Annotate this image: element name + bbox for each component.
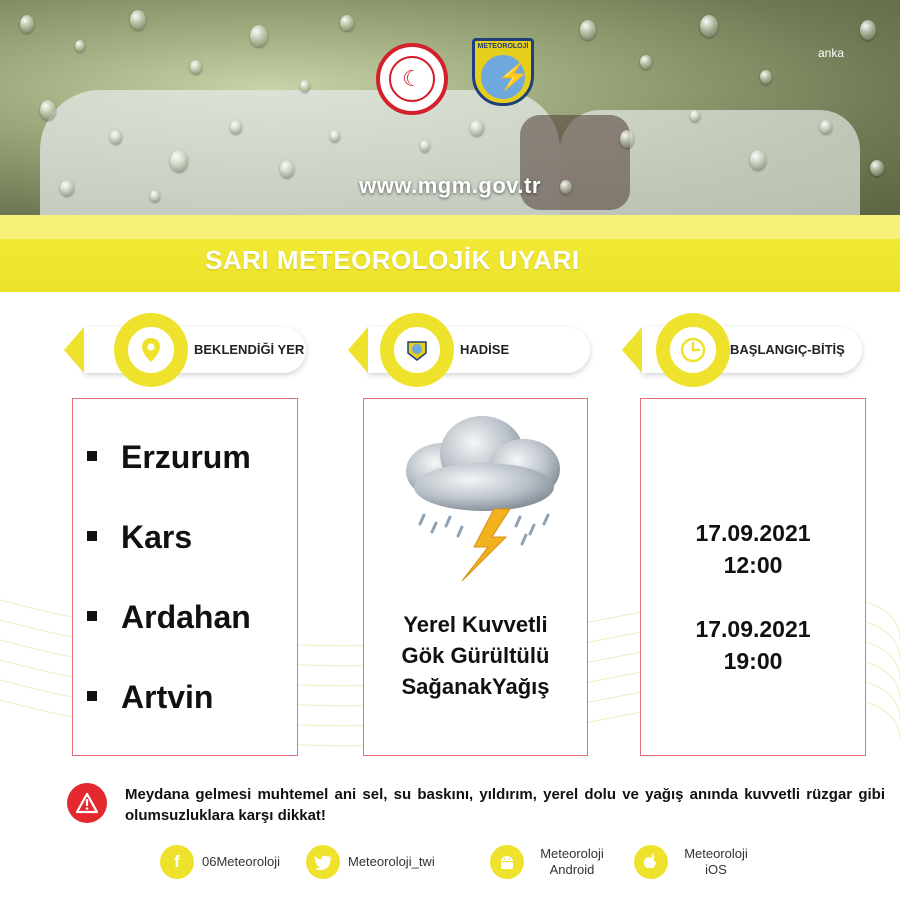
location-pin-icon [125,324,177,376]
twitter-icon [306,845,340,879]
event-box [363,398,588,756]
logo-text: METEOROLOJİ [477,43,529,50]
social-label: Meteoroloji iOS [684,846,748,877]
list-item: Erzurum [87,439,251,476]
event-header-label: HADİSE [460,342,510,357]
time-header [642,327,862,373]
clock-icon [667,324,719,376]
social-label: 06Meteoroloji [202,854,281,869]
meteoroloji-logo [472,38,534,106]
social-label: Meteoroloji_twi [348,854,435,869]
page-title: SARI METEOROLOJİK UYARI [205,245,580,275]
period-box [640,398,866,756]
social-android[interactable] [490,845,612,879]
time-header-label: BAŞLANGIÇ-BİTİŞ [730,342,845,357]
end-datetime: 17.09.2021 19:00 [695,616,811,674]
event-header [368,327,590,373]
social-twitter[interactable] [306,845,435,879]
weather-badge-icon [391,324,443,376]
lightning-icon: ⚡ [497,61,530,91]
list-item: Ardahan [87,599,251,636]
android-icon [490,845,524,879]
event-description: Yerel Kuvvetli Gök Gürültülü SağanakYağış [401,612,550,699]
website-link[interactable]: www.mgm.gov.tr [359,173,541,198]
ministry-logo [376,43,448,115]
facebook-icon: f [160,845,194,879]
list-item: Kars [87,519,192,556]
start-datetime: 17.09.2021 12:00 [695,520,811,578]
warning-text: Meydana gelmesi muhtemel ani sel, su baskını, yıldırım, yerel dolu ve yağış anında kuvvetli rüzgar gibi olumsuzluklara karşı dikkat! [125,786,885,824]
location-header-label: BEKLENDİĞİ YER [194,342,305,357]
warning-triangle-icon [67,783,107,823]
thunderstorm-cloud-icon [402,409,567,584]
social-label: Meteoroloji Android [540,846,604,877]
location-header [84,327,306,373]
watermark: anka [818,46,845,60]
social-facebook[interactable] [160,845,280,879]
crescent-star-icon: ☾ [389,56,435,102]
list-item: Artvin [87,679,213,716]
apple-icon [634,845,668,879]
social-ios[interactable] [634,845,756,879]
locations-box [72,398,298,756]
title-banner [0,215,900,292]
